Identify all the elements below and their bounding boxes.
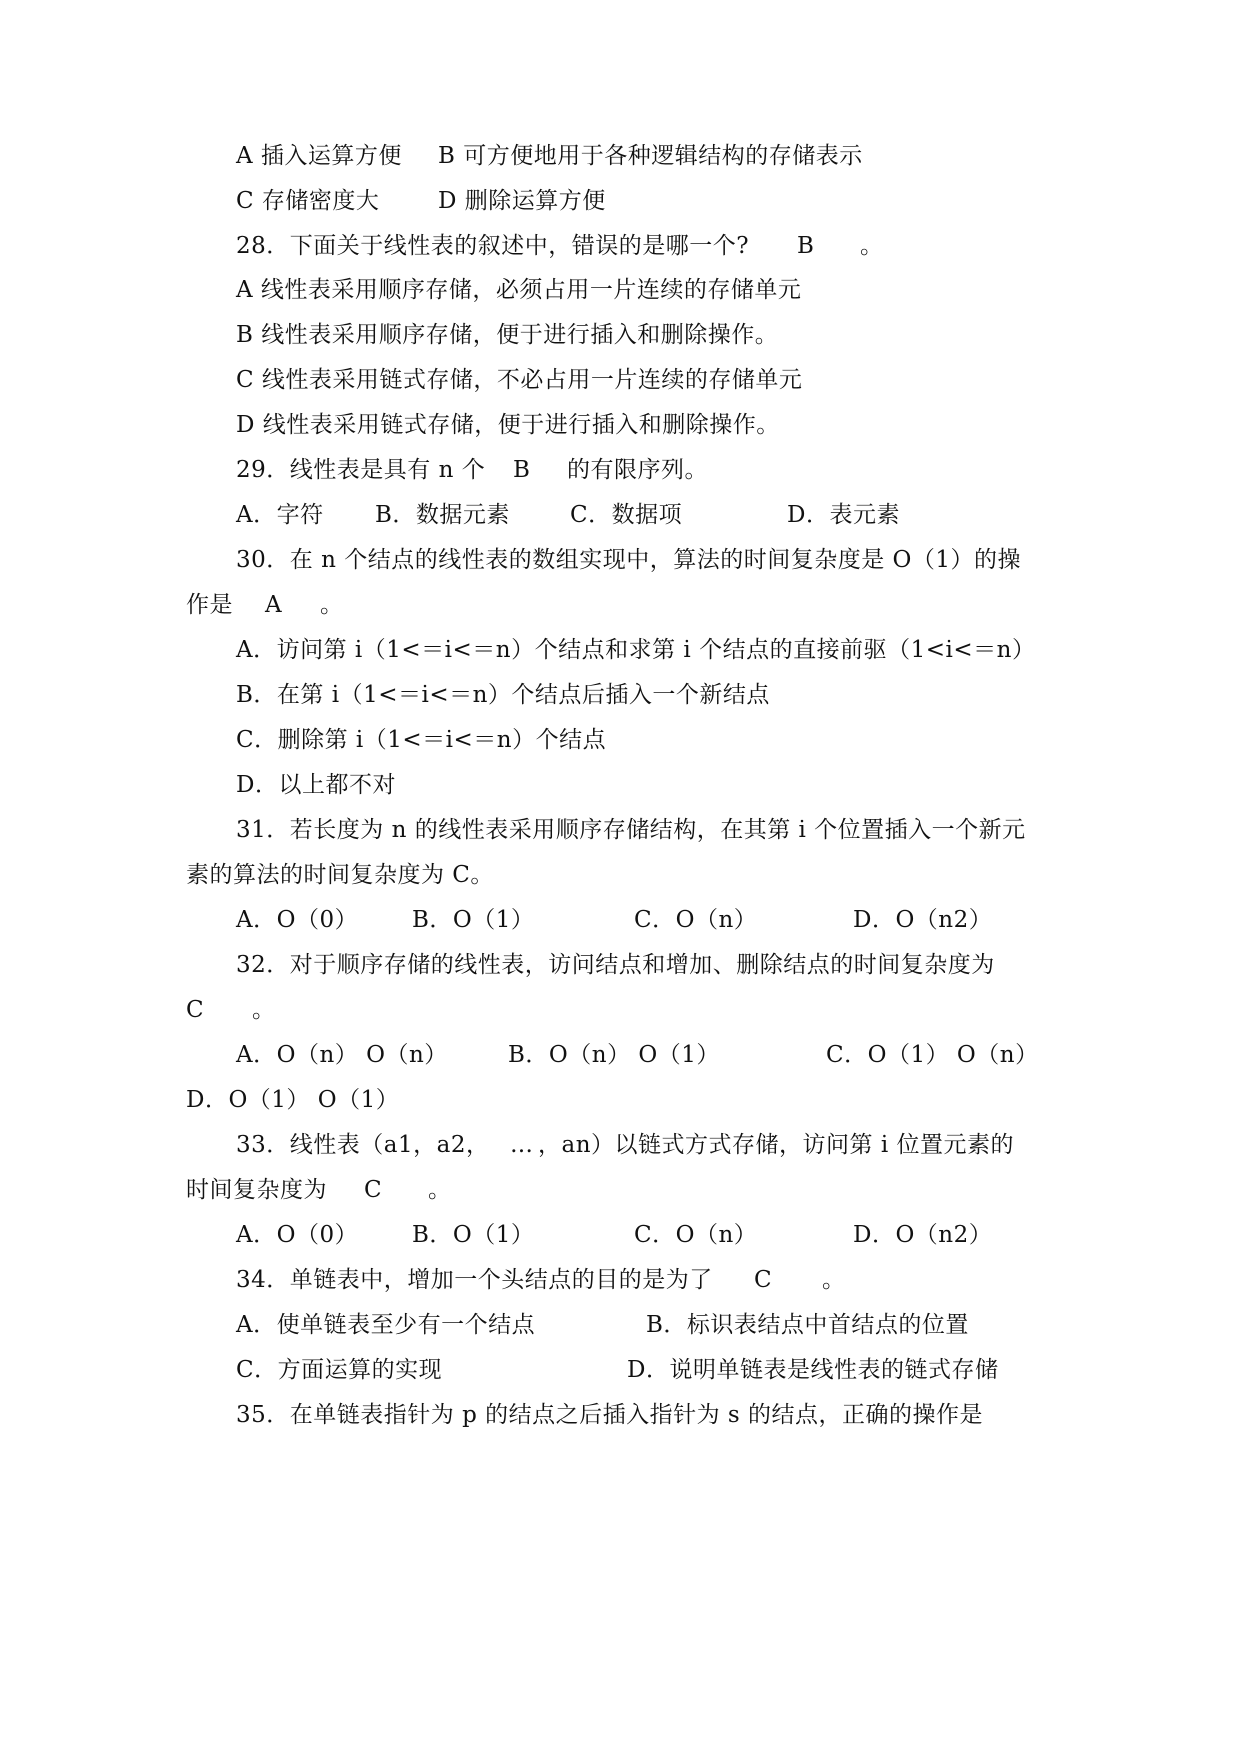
text-segment: B 线性表采用顺序存储，便于进行插入和删除操作。 — [236, 322, 779, 348]
text-segment: C．数据项 — [570, 502, 683, 528]
text-segment: … — [510, 1132, 534, 1158]
text-segment: A．使单链表至少有一个结点 — [236, 1312, 536, 1338]
text-segment: 作是 — [186, 592, 233, 618]
text-segment: B．O（n） O（1） — [508, 1042, 720, 1068]
text-segment: 28．下面关于线性表的叙述中，错误的是哪一个? — [236, 233, 750, 259]
text-segment: 32．对于顺序存储的线性表，访问结点和增加、删除结点的时间复杂度为 — [236, 952, 995, 978]
text-segment: B 可方便地用于各种逻辑结构的存储表示 — [438, 143, 863, 169]
text-segment: 。 — [822, 1267, 846, 1293]
text-segment: B．O（1） — [412, 1222, 535, 1248]
text-segment: A — [265, 592, 283, 618]
text-segment: 35．在单链表指针为 p 的结点之后插入指针为 s 的结点，正确的操作是 — [236, 1402, 984, 1428]
text-segment: 。 — [428, 1177, 452, 1203]
text-segment: 。 — [320, 592, 344, 618]
text-segment: C — [364, 1177, 383, 1203]
text-segment: B — [797, 233, 815, 259]
text-segment: B．标识表结点中首结点的位置 — [646, 1312, 969, 1338]
text-segment: D．O（n2） — [853, 907, 993, 933]
text-segment: C．O（n） — [634, 907, 758, 933]
text-segment: 的有限序列。 — [567, 457, 708, 483]
text-segment: D 删除运算方便 — [438, 188, 606, 214]
text-segment: C．方面运算的实现 — [236, 1357, 443, 1383]
text-segment: D．说明单链表是线性表的链式存储 — [627, 1357, 999, 1383]
text-segment: B．在第 i（1<＝i<＝n）个结点后插入一个新结点 — [236, 682, 770, 708]
text-segment: A．O（n） O（n） — [236, 1042, 448, 1068]
text-segment: 时间复杂度为 — [186, 1177, 327, 1203]
text-segment: D 线性表采用链式存储，便于进行插入和删除操作。 — [236, 412, 780, 438]
text-segment: 。 — [860, 233, 884, 259]
text-segment: 素的算法的时间复杂度为 C。 — [186, 862, 494, 888]
text-segment: D．以上都不对 — [236, 772, 396, 798]
text-segment: D．O（n2） — [853, 1222, 993, 1248]
text-segment: ，an）以链式方式存储，访问第 i 位置元素的 — [538, 1132, 1015, 1158]
text-segment: 31．若长度为 n 的线性表采用顺序存储结构，在其第 i 个位置插入一个新元 — [236, 817, 1026, 843]
text-segment: C — [186, 997, 205, 1023]
text-segment: D．O（1） O（1） — [186, 1087, 400, 1113]
text-segment: A．访问第 i（1<＝i<＝n）个结点和求第 i 个结点的直接前驱（1<i<＝n） — [236, 637, 1036, 663]
text-segment: C — [754, 1267, 773, 1293]
text-segment: A 插入运算方便 — [236, 143, 402, 169]
text-segment: 。 — [252, 997, 276, 1023]
text-segment: B．O（1） — [412, 907, 535, 933]
text-segment: C 线性表采用链式存储，不必占用一片连续的存储单元 — [236, 367, 803, 393]
text-segment: 34．单链表中，增加一个头结点的目的是为了 — [236, 1267, 713, 1293]
text-segment: C．O（n） — [634, 1222, 758, 1248]
text-segment: 30．在 n 个结点的线性表的数组实现中，算法的时间复杂度是 O（1）的操 — [236, 547, 1022, 573]
text-segment: A．O（0） — [236, 1222, 359, 1248]
text-segment: A．字符 — [236, 502, 324, 528]
text-segment: A 线性表采用顺序存储，必须占用一片连续的存储单元 — [236, 277, 802, 303]
text-segment: B．数据元素 — [375, 502, 510, 528]
text-segment: 29．线性表是具有 n 个 — [236, 457, 486, 483]
text-segment: C．O（1） O（n） — [826, 1042, 1039, 1068]
text-segment: 33．线性表（a1，a2， — [236, 1132, 490, 1158]
text-segment: C．删除第 i（1<＝i<＝n）个结点 — [236, 727, 607, 753]
text-segment: C 存储密度大 — [236, 188, 380, 214]
text-segment: B — [513, 457, 531, 483]
text-segment: A．O（0） — [236, 907, 359, 933]
text-segment: D．表元素 — [787, 502, 900, 528]
